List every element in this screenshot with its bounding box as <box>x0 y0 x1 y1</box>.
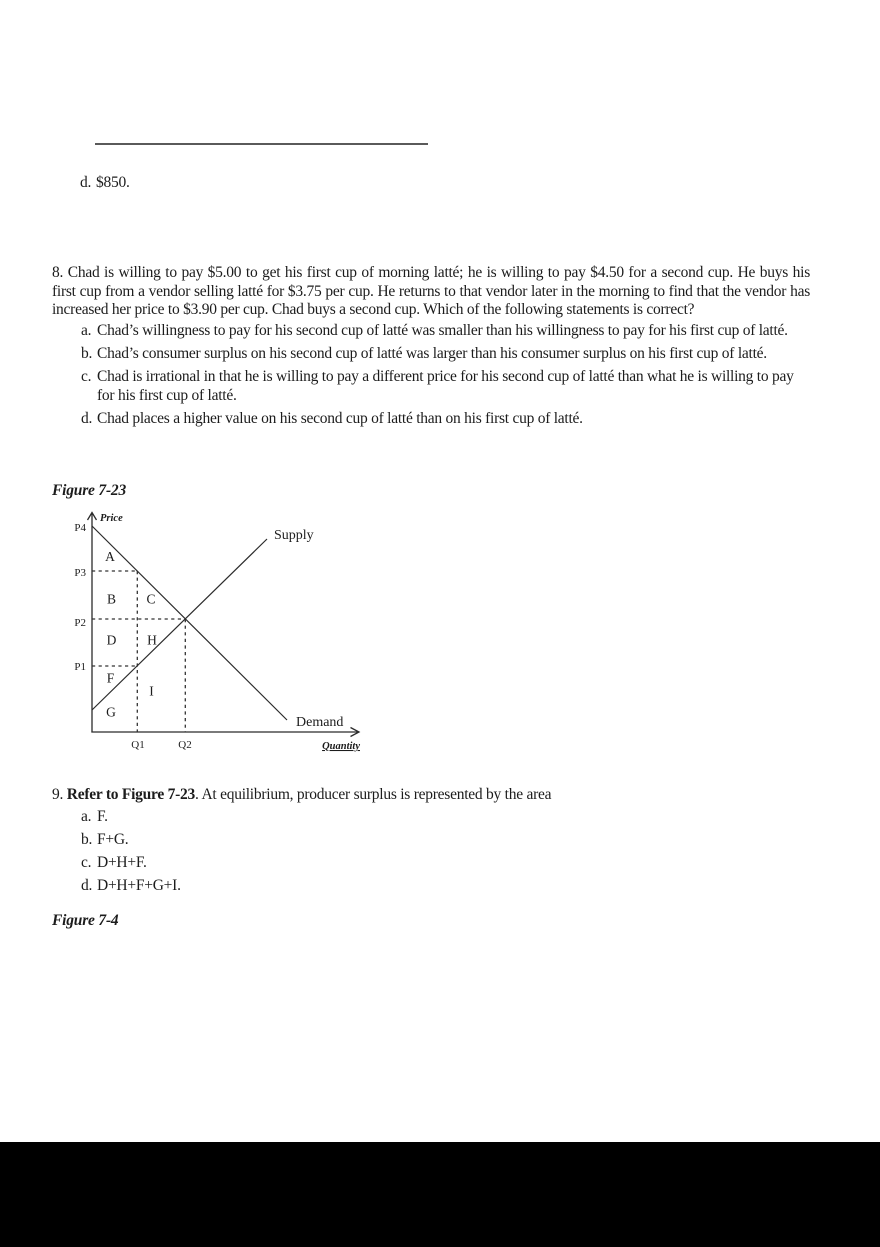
option-letter: c. <box>81 854 92 872</box>
y-tick-p1: P1 <box>74 661 86 673</box>
question-8-number: 8. <box>52 264 64 281</box>
question-9-options <box>81 808 481 900</box>
y-tick-p3: P3 <box>74 567 86 579</box>
option-text: $850. <box>96 174 130 191</box>
option-text: F+G. <box>97 831 129 849</box>
figure-7-4-caption: Figure 7-4 <box>52 912 119 929</box>
page-bottom-black-bar <box>0 1142 880 1247</box>
option-text: Chad places a higher value on his second cup of latté than on his first cup of latté. <box>97 409 583 427</box>
figure-7-23-chart <box>58 506 368 756</box>
option-text: Chad’s willingness to pay for his second cup of latté was smaller than his willingness to pay for his first cup of latté. <box>97 322 788 339</box>
x-tick-q2: Q2 <box>178 739 192 751</box>
question-9-option-d <box>81 877 481 896</box>
question-9-stem <box>52 786 810 805</box>
region-label-d: D <box>106 632 117 648</box>
option-letter: b. <box>81 831 93 849</box>
question-9-text: . At equilibrium, producer surplus is represented by the area <box>195 786 552 803</box>
option-letter: c. <box>81 368 92 386</box>
y-tick-p2: P2 <box>74 617 86 629</box>
supply-line <box>92 539 267 710</box>
question-9-option-b <box>81 831 481 850</box>
y-axis-label: Price <box>100 513 123 524</box>
question-8-text: Chad is willing to pay $5.00 to get his first cup of morning latté; he is willing to pay $4.50 for a second cup. He buys his first cup from a vendor selling latté for $3.75 per cup. He returns to that vendor later in the morning to find that the vendor has increased her price to $3.90 per cup. Chad buys a second cup. Which of the following statements is correct? <box>52 264 810 319</box>
option-letter: a. <box>81 322 92 339</box>
question-8-option-c <box>81 368 803 405</box>
option-letter: a. <box>81 808 92 825</box>
region-label-h: H <box>147 632 157 648</box>
x-tick-q1: Q1 <box>131 739 145 751</box>
option-text: F. <box>97 808 108 825</box>
region-label-b: B <box>106 591 117 607</box>
option-text: D+H+F. <box>97 854 147 872</box>
option-letter: d. <box>81 877 93 895</box>
answer-blank-rule <box>95 143 428 145</box>
prior-question-option-d <box>80 174 130 193</box>
demand-line <box>92 526 287 720</box>
option-letter: d. <box>81 409 93 427</box>
question-9-option-c <box>81 854 481 873</box>
option-text: Chad is irrational in that he is willing to pay a different price for his second cup of latté than what he is willing to pay for his first cup of latté. <box>97 368 794 404</box>
option-text: D+H+F+G+I. <box>97 877 181 895</box>
question-9-number: 9. <box>52 786 64 803</box>
supply-demand-diagram <box>58 506 368 756</box>
supply-curve-label: Supply <box>274 528 314 543</box>
demand-curve-label: Demand <box>296 715 344 730</box>
x-axis-label: Quantity <box>322 741 360 752</box>
region-label-i: I <box>149 683 154 699</box>
region-label-f: F <box>106 670 115 686</box>
region-label-c: C <box>146 591 156 607</box>
option-text: Chad’s consumer surplus on his second cup of latté was larger than his consumer surplus on his first cup of latté. <box>97 345 767 363</box>
question-8-option-b <box>81 345 803 364</box>
region-label-a: A <box>105 549 115 564</box>
question-9-option-a <box>81 808 481 827</box>
option-letter: d. <box>80 174 92 191</box>
question-8-options <box>81 322 803 433</box>
question-9-figure-reference: Refer to Figure 7-23 <box>66 786 196 803</box>
question-8-option-d <box>81 410 803 429</box>
y-tick-p4: P4 <box>74 522 86 534</box>
question-8-stem <box>52 264 810 320</box>
figure-7-23-caption: Figure 7-23 <box>52 482 127 499</box>
question-8-option-a <box>81 322 803 341</box>
region-label-g: G <box>106 704 116 720</box>
option-letter: b. <box>81 345 93 363</box>
